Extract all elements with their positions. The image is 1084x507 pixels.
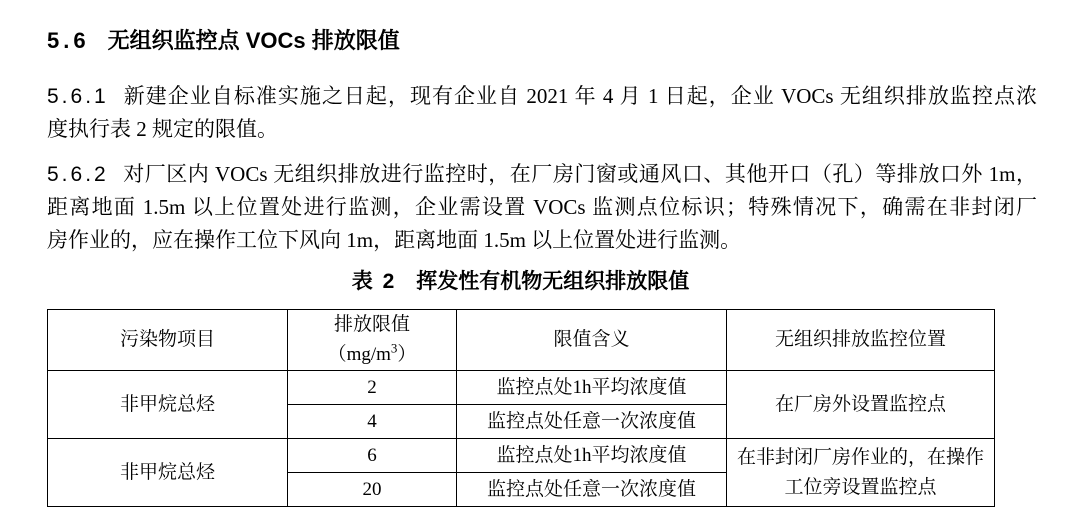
limit-cell-g1e2: 4: [288, 405, 457, 439]
clause-5-6-2-line-1: [47, 158, 1037, 191]
pollutant-cell-group1: 非甲烷总烃: [48, 371, 288, 439]
location-cell-group1: 在厂房外设置监控点: [727, 371, 995, 439]
meaning-cell-g1e2: 监控点处任意一次浓度值: [457, 405, 727, 439]
clause-5-6-1-line-2: 度执行表 2 规定的限值。: [47, 117, 278, 141]
limit-header-prefix: 排放限值（mg/m: [327, 314, 410, 365]
section-heading-title: 无组织监控点 VOCs 排放限值: [107, 28, 400, 53]
column-header-limit: [288, 310, 457, 371]
section-heading-number: 5.6: [47, 28, 90, 53]
clause-5-6-2-line-3: 房作业的，应在操作工位下风向 1m，距离地面 1.5m 以上位置处进行监测。: [47, 228, 742, 252]
limit-cell-g2e1: 6: [288, 439, 457, 473]
column-header-location: 无组织排放监控位置: [727, 310, 995, 371]
pollutant-cell-group2: 非甲烷总烃: [48, 439, 288, 507]
clause-5-6-2-line-2: 距离地面 1.5m 以上位置处进行监测，企业需设置 VOCs 监测点位标识；特殊情况下，确需在非封闭厂: [47, 195, 1037, 219]
emission-limits-table: [47, 309, 995, 507]
limit-header-suffix: ）: [397, 344, 417, 365]
limit-header-superscript: 3: [390, 340, 398, 356]
column-header-meaning: 限值含义: [457, 310, 727, 371]
table-caption-label: 表 2: [351, 270, 397, 293]
clause-5-6-2-text: 对厂区内 VOCs 无组织排放进行监控时，在厂房门窗或通风口、其他开口（孔）等排放口外 1m，: [122, 162, 1037, 186]
limit-cell-g1e1: 2: [288, 371, 457, 405]
clause-5-6-2: [47, 158, 1037, 257]
clause-5-6-1-text: 新建企业自标准实施之日起，现有企业自 2021 年 4 月 1 日起，企业 VOCs 无组织排放监控点浓: [122, 84, 1037, 108]
table-caption: [47, 269, 994, 295]
table-row-group2-entry1: [48, 439, 995, 473]
clause-5-6-1-number: 5.6.1: [47, 85, 109, 108]
table-header-row: [48, 310, 995, 371]
column-header-pollutant: 污染物项目: [48, 310, 288, 371]
table-row-group1-entry1: [48, 371, 995, 405]
clause-5-6-1: [47, 80, 1037, 146]
meaning-cell-g2e2: 监控点处任意一次浓度值: [457, 473, 727, 507]
meaning-cell-g2e1: 监控点处1h平均浓度值: [457, 439, 727, 473]
limit-cell-g2e2: 20: [288, 473, 457, 507]
section-heading: [47, 28, 1037, 54]
table-caption-title: 挥发性有机物无组织排放限值: [416, 270, 690, 293]
meaning-cell-g1e1: 监控点处1h平均浓度值: [457, 371, 727, 405]
clause-5-6-1-line-1: [47, 80, 1037, 113]
location-cell-group2: 在非封闭厂房作业的，在操作工位旁设置监控点: [727, 439, 995, 507]
clause-5-6-2-number: 5.6.2: [47, 163, 109, 186]
